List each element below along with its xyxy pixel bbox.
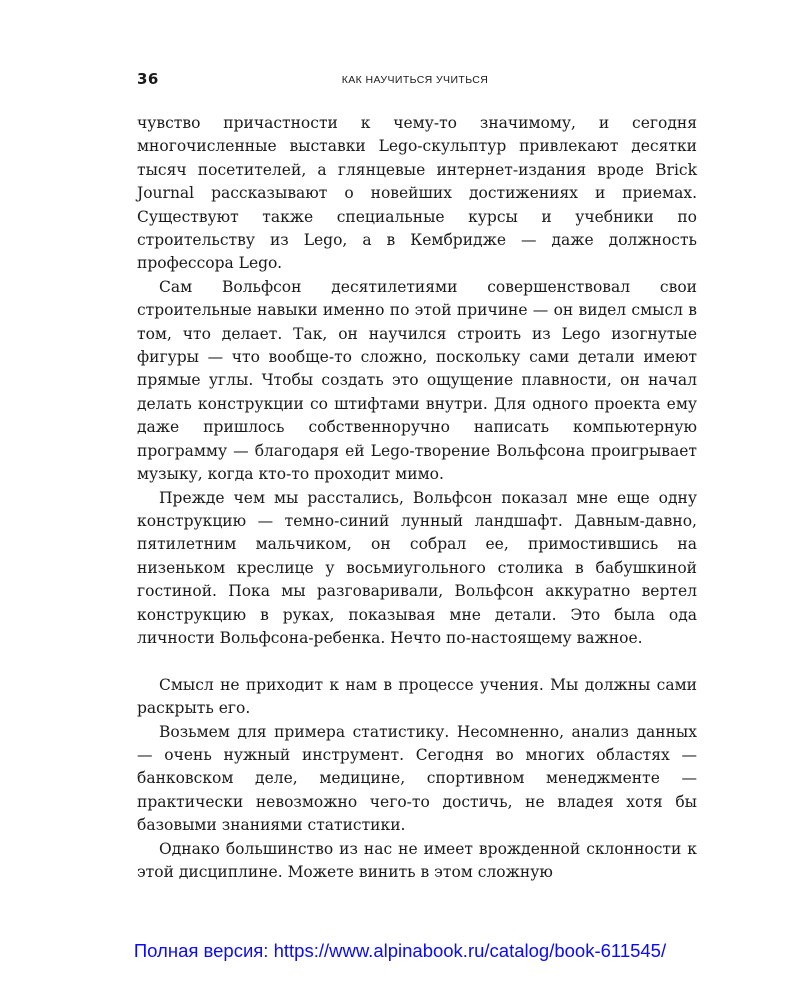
body-text: [137, 112, 697, 884]
full-version-link[interactable]: Полная версия: https://www.alpinabook.ru/catalog/book-611545/: [133, 940, 667, 961]
paragraph: Смысл не приходит к нам в процессе учения. Мы должны сами раскрыть его.: [137, 675, 697, 718]
paragraph: Сам Вольфсон десятилетиями совершенствовал свои строительные навыки именно по этой причине — он видел смысл в том, что делает. Так, он научился строить из Lego изогнутые фигуры — что вообще-то сложно, поскольку сами детали имеют прямые углы. Чтобы создать это ощущение плавности, он начал делать конструкции со штифтами внутри. Для одного проекта ему даже пришлось собственноручно написать компьютерную программу — благодаря ей Lego-творение Вольфсона проигрывает музыку, когда кто-то проходит мимо.: [137, 277, 697, 484]
paragraph: Прежде чем мы расстались, Вольфсон показал мне еще одну конструкцию — темно-синий лунный ландшафт. Давным-давно, пятилетним мальчиком, он собрал ее, примостившись на низеньком креслице у восьмиугольного столика в бабушкиной гостиной. Пока мы разговаривали, Вольфсон аккуратно вертел конструкцию в руках, показывая мне детали. Это была ода личности Вольфсона-ребенка. Нечто по-настоящему важное.: [137, 488, 697, 647]
paragraph: Возьмем для примера статистику. Несомненно, анализ данных — очень нужный инструмент. Сегодня во многих областях — банковском деле, медицине, спортивном менеджменте — практически невозможно чего-то достичь, не владея хотя бы базовыми знаниями статистики.: [137, 722, 697, 835]
running-title: КАК НАУЧИТЬСЯ УЧИТЬСЯ: [341, 74, 489, 86]
page-number: 36: [137, 70, 159, 88]
paragraph: чувство причастности к чему-то значимому, и сегодня многочисленные выставки Lego-скульптур привлекают десятки тысяч посетителей, а глянцевые интернет-издания вроде Brick Journal рассказывают о новейших достижениях и приемах. Существуют также специальные курсы и учебники по строительству из Lego, а в Кембридже — даже должность профессора Lego.: [137, 114, 697, 273]
paragraph: Однако большинство из нас не имеет врожденной склонности к этой дисциплине. Можете винить в этом сложную: [137, 839, 697, 881]
